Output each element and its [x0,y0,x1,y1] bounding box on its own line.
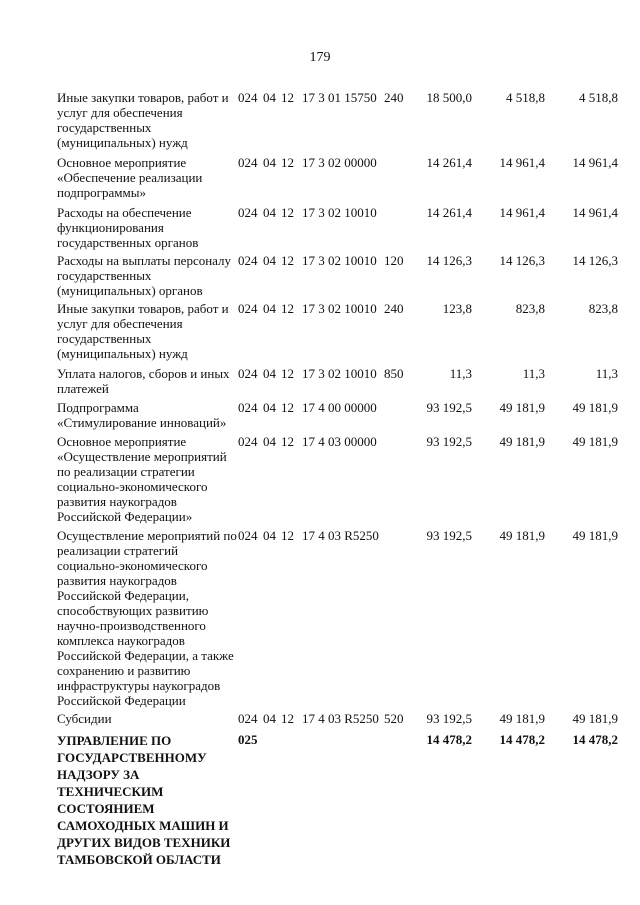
value-year3: 49 181,9 [572,711,618,726]
value-year2: 49 181,9 [499,711,545,726]
value-year2: 11,3 [522,366,545,381]
code-ved: 024 [238,366,258,381]
value-year1: 18 500,0 [426,90,472,105]
value-year2: 14 478,2 [499,732,545,747]
code-rz: 04 [263,205,276,220]
code-ved: 024 [238,90,258,105]
value-year1: 14 261,4 [426,205,472,220]
value-year2: 4 518,8 [506,90,545,105]
code-pr: 12 [281,205,294,220]
value-year3: 11,3 [595,366,618,381]
row-name: Подпрограмма «Стимулирование инноваций» [57,400,227,430]
value-year3: 14 961,4 [572,155,618,170]
code-csr: 17 3 02 10010 [302,205,377,220]
code-pr: 12 [281,155,294,170]
code-csr: 17 3 02 10010 [302,366,377,381]
code-pr: 12 [281,400,294,415]
value-year2: 49 181,9 [499,528,545,543]
value-year3: 49 181,9 [572,400,618,415]
code-rz: 04 [263,400,276,415]
value-year3: 14 478,2 [572,732,618,747]
code-ved: 024 [238,400,258,415]
code-vr: 240 [384,301,404,316]
code-rz: 04 [263,253,276,268]
value-year1: 93 192,5 [426,400,472,415]
value-year1: 11,3 [449,366,472,381]
value-year3: 14 961,4 [572,205,618,220]
value-year3: 823,8 [588,301,618,316]
value-year3: 4 518,8 [579,90,618,105]
code-ved: 024 [238,434,258,449]
value-year2: 14 126,3 [499,253,545,268]
value-year2: 823,8 [515,301,545,316]
code-pr: 12 [281,434,294,449]
value-year1: 14 261,4 [426,155,472,170]
value-year1: 14 126,3 [426,253,472,268]
code-vr: 850 [384,366,404,381]
value-year2: 14 961,4 [499,205,545,220]
row-name: Расходы на выплаты персоналу государственных (муниципальных) органов [57,253,232,298]
code-pr: 12 [281,90,294,105]
code-ved: 024 [238,253,258,268]
code-csr: 17 3 02 10010 [302,301,377,316]
value-year1: 123,8 [442,301,472,316]
row-name: Субсидии [57,711,112,726]
value-year2: 14 961,4 [499,155,545,170]
row-name: Иные закупки товаров, работ и услуг для обеспечения государственных (муниципальных) нужд [57,301,229,361]
value-year1: 93 192,5 [426,711,472,726]
code-pr: 12 [281,366,294,381]
page-number: 179 [309,50,331,65]
row-name: Уплата налогов, сборов и иных платежей [57,366,230,396]
code-ved: 024 [238,528,258,543]
code-ved: 025 [238,732,258,747]
code-pr: 12 [281,301,294,316]
code-ved: 024 [238,301,258,316]
value-year3: 49 181,9 [572,528,618,543]
code-csr: 17 4 03 00000 [302,434,377,449]
code-ved: 024 [238,711,258,726]
code-csr: 17 4 00 00000 [302,400,377,415]
code-rz: 04 [263,711,276,726]
code-vr: 520 [384,711,404,726]
code-rz: 04 [263,434,276,449]
code-ved: 024 [238,155,258,170]
code-ved: 024 [238,205,258,220]
row-name: Расходы на обеспечение функционирования государственных органов [57,205,199,250]
code-rz: 04 [263,528,276,543]
code-rz: 04 [263,155,276,170]
code-rz: 04 [263,366,276,381]
code-csr: 17 3 01 15750 [302,90,377,105]
code-pr: 12 [281,253,294,268]
value-year2: 49 181,9 [499,434,545,449]
value-year1: 93 192,5 [426,528,472,543]
code-vr: 240 [384,90,404,105]
department-name: УПРАВЛЕНИЕ ПО ГОСУДАРСТВЕННОМУ НАДЗОРУ ЗА ТЕХНИЧЕСКИМ СОСТОЯНИЕМ САМОХОДНЫХ МАШИН И ДРУГИХ ВИДОВ ТЕХНИКИ ТАМБОВСКОЙ ОБЛАСТИ [57,733,231,867]
code-rz: 04 [263,301,276,316]
row-name: Основное мероприятие «Осуществление мероприятий по реализации стратегии социально-экономического развития наукоградов Российской Федерации» [57,434,227,524]
code-csr: 17 4 03 R5250 [302,528,379,543]
code-vr: 120 [384,253,404,268]
code-csr: 17 4 03 R5250 [302,711,379,726]
value-year2: 49 181,9 [499,400,545,415]
code-csr: 17 3 02 00000 [302,155,377,170]
value-year1: 93 192,5 [426,434,472,449]
row-name: Осуществление мероприятий по реализации стратегий социально-экономического развития наукоградов Российской Федерации, способствующих развитию научно-производственного комплекса наукоградов Российской Федерации, а также сохранению и развитию инфраструктуры наукоградов Российской Федерации [57,528,237,708]
code-pr: 12 [281,528,294,543]
value-year3: 49 181,9 [572,434,618,449]
value-year3: 14 126,3 [572,253,618,268]
value-year1: 14 478,2 [426,732,472,747]
row-name: Иные закупки товаров, работ и услуг для обеспечения государственных (муниципальных) нужд [57,90,229,150]
code-csr: 17 3 02 10010 [302,253,377,268]
row-name: Основное мероприятие «Обеспечение реализации подпрограммы» [57,155,203,200]
code-pr: 12 [281,711,294,726]
code-rz: 04 [263,90,276,105]
